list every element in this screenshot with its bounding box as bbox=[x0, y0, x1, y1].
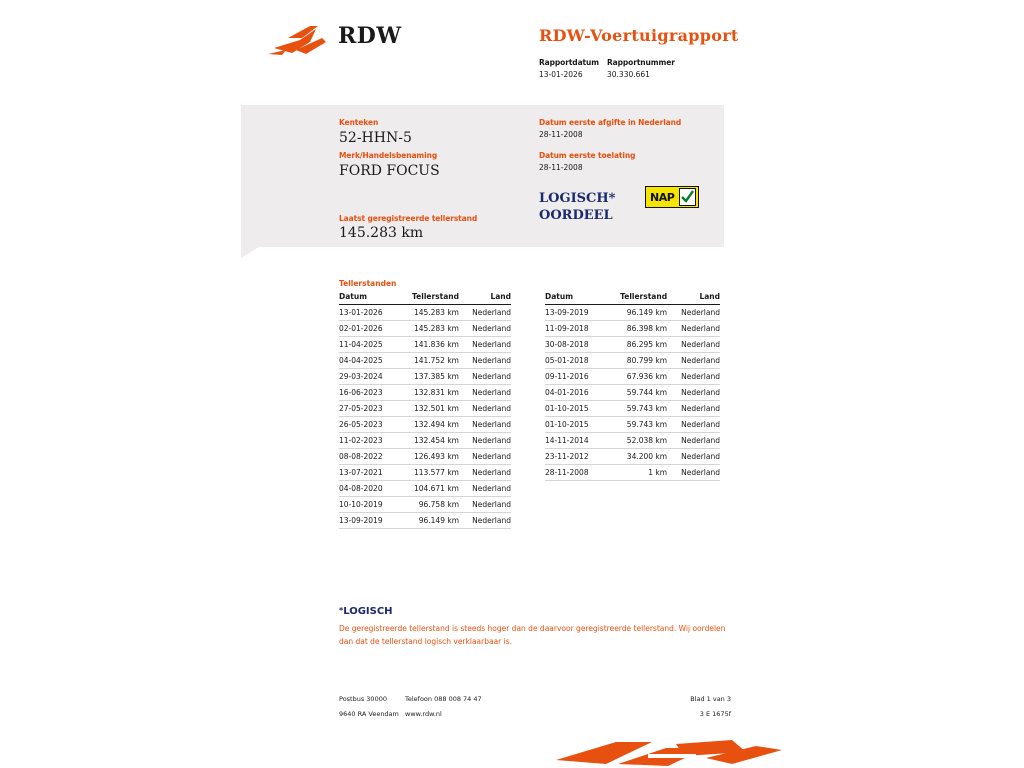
cell-odometer: 59.743 km bbox=[604, 401, 667, 417]
cell-country: Nederland bbox=[667, 417, 720, 433]
table-row bbox=[545, 401, 720, 417]
note-body: De geregistreerde tellerstand is steeds hoger dan de daarvoor geregistreerde tellerstand. Wij oordelen dan dat de tellerstand logisch verklaarbaar is. bbox=[339, 624, 726, 646]
cell-odometer: 86.295 km bbox=[604, 337, 667, 353]
cell-date: 05-01-2018 bbox=[545, 353, 604, 369]
cell-odometer: 145.283 km bbox=[397, 305, 459, 321]
cell-odometer: 59.744 km bbox=[604, 385, 667, 401]
footer-website: www.rdw.nl bbox=[405, 710, 442, 718]
cell-country: Nederland bbox=[459, 369, 511, 385]
table-header-row bbox=[339, 292, 511, 305]
cell-date: 01-10-2015 bbox=[545, 417, 604, 433]
plate-value: 52-HHN-5 bbox=[339, 130, 412, 146]
odometer-section-title: Tellerstanden bbox=[339, 279, 397, 288]
brand-title: RDW bbox=[338, 23, 402, 49]
cell-odometer: 132.454 km bbox=[397, 433, 459, 449]
cell-date: 30-08-2018 bbox=[545, 337, 604, 353]
cell-odometer: 96.149 km bbox=[397, 513, 459, 529]
cell-odometer: 96.758 km bbox=[397, 497, 459, 513]
cell-country: Nederland bbox=[459, 337, 511, 353]
table-row bbox=[545, 465, 720, 481]
check-icon bbox=[679, 188, 696, 206]
cell-odometer: 86.398 km bbox=[604, 321, 667, 337]
cell-odometer: 132.494 km bbox=[397, 417, 459, 433]
table-row bbox=[339, 305, 511, 321]
cell-date: 27-05-2023 bbox=[339, 401, 397, 417]
footer-form-code: 3 E 1675f bbox=[699, 710, 731, 718]
cell-date: 16-06-2023 bbox=[339, 385, 397, 401]
report-date-value: 13-01-2026 bbox=[539, 70, 583, 79]
table-row bbox=[545, 305, 720, 321]
report-number-value: 30.330.661 bbox=[607, 70, 650, 79]
cell-date: 11-02-2023 bbox=[339, 433, 397, 449]
table-row bbox=[339, 465, 511, 481]
cell-date: 13-01-2026 bbox=[339, 305, 397, 321]
footer-phone-line-1: Telefoon 088 008 74 47 bbox=[405, 695, 482, 703]
table-row bbox=[339, 497, 511, 513]
cell-date: 26-05-2023 bbox=[339, 417, 397, 433]
table-row bbox=[339, 337, 511, 353]
cell-country: Nederland bbox=[459, 433, 511, 449]
verdict-line-2: OORDEEL bbox=[539, 208, 613, 223]
table-header-row bbox=[545, 292, 720, 305]
odometer-table-left bbox=[339, 292, 511, 529]
cell-odometer: 141.752 km bbox=[397, 353, 459, 369]
first-issue-label: Datum eerste afgifte in Nederland bbox=[539, 118, 682, 127]
column-header-odometer: Tellerstand bbox=[397, 292, 459, 305]
column-header-country: Land bbox=[667, 292, 720, 305]
cell-date: 04-08-2020 bbox=[339, 481, 397, 497]
cell-country: Nederland bbox=[667, 385, 720, 401]
table-row bbox=[339, 417, 511, 433]
cell-odometer: 52.038 km bbox=[604, 433, 667, 449]
first-issue-value: 28-11-2008 bbox=[539, 130, 583, 139]
cell-odometer: 96.149 km bbox=[604, 305, 667, 321]
table-row bbox=[545, 337, 720, 353]
table-row bbox=[545, 385, 720, 401]
cell-country: Nederland bbox=[459, 465, 511, 481]
cell-country: Nederland bbox=[667, 369, 720, 385]
cell-date: 08-08-2022 bbox=[339, 449, 397, 465]
cell-country: Nederland bbox=[667, 465, 720, 481]
table-row bbox=[545, 417, 720, 433]
nap-badge-label: NAP bbox=[650, 190, 675, 204]
cell-odometer: 141.836 km bbox=[397, 337, 459, 353]
cell-country: Nederland bbox=[459, 513, 511, 529]
cell-date: 09-11-2016 bbox=[545, 369, 604, 385]
make-label: Merk/Handelsbenaming bbox=[339, 151, 438, 160]
cell-odometer: 67.936 km bbox=[604, 369, 667, 385]
cell-country: Nederland bbox=[667, 433, 720, 449]
page-title: RDW-Voertuigrapport bbox=[539, 26, 739, 45]
table-row bbox=[339, 353, 511, 369]
table-row bbox=[545, 433, 720, 449]
cell-country: Nederland bbox=[459, 401, 511, 417]
cell-odometer: 137.385 km bbox=[397, 369, 459, 385]
table-row bbox=[339, 433, 511, 449]
report-date-label: Rapportdatum bbox=[539, 58, 599, 67]
odometer-table-right bbox=[545, 292, 720, 481]
cell-odometer: 34.200 km bbox=[604, 449, 667, 465]
table-row bbox=[339, 369, 511, 385]
cell-country: Nederland bbox=[667, 449, 720, 465]
last-odometer-label: Laatst geregistreerde tellerstand bbox=[339, 214, 478, 223]
cell-country: Nederland bbox=[459, 497, 511, 513]
cell-country: Nederland bbox=[459, 353, 511, 369]
nap-badge bbox=[645, 186, 699, 208]
cell-date: 13-09-2019 bbox=[339, 513, 397, 529]
odometer-rows-right bbox=[545, 305, 720, 481]
cell-date: 29-03-2024 bbox=[339, 369, 397, 385]
note-title bbox=[339, 606, 393, 617]
first-admission-label: Datum eerste toelating bbox=[539, 151, 636, 160]
table-row bbox=[339, 449, 511, 465]
first-admission-value: 28-11-2008 bbox=[539, 163, 583, 172]
cell-odometer: 1 km bbox=[604, 465, 667, 481]
cell-odometer: 132.501 km bbox=[397, 401, 459, 417]
cell-date: 11-04-2025 bbox=[339, 337, 397, 353]
cell-country: Nederland bbox=[667, 353, 720, 369]
cell-date: 13-09-2019 bbox=[545, 305, 604, 321]
cell-date: 11-09-2018 bbox=[545, 321, 604, 337]
cell-date: 02-01-2026 bbox=[339, 321, 397, 337]
cell-country: Nederland bbox=[459, 449, 511, 465]
cell-date: 04-01-2016 bbox=[545, 385, 604, 401]
column-header-date: Datum bbox=[339, 292, 397, 305]
column-header-odometer: Tellerstand bbox=[604, 292, 667, 305]
note-star: * bbox=[339, 606, 344, 615]
panel-notch-decoration bbox=[241, 247, 259, 258]
make-value: FORD FOCUS bbox=[339, 163, 440, 179]
cell-odometer: 113.577 km bbox=[397, 465, 459, 481]
column-header-date: Datum bbox=[545, 292, 604, 305]
report-number-label: Rapportnummer bbox=[607, 58, 675, 67]
verdict-line-1: LOGISCH* bbox=[539, 191, 616, 206]
cell-odometer: 59.743 km bbox=[604, 417, 667, 433]
odometer-rows-left bbox=[339, 305, 511, 529]
cell-odometer: 126.493 km bbox=[397, 449, 459, 465]
cell-date: 04-04-2025 bbox=[339, 353, 397, 369]
table-row bbox=[339, 385, 511, 401]
cell-odometer: 80.799 km bbox=[604, 353, 667, 369]
cell-date: 28-11-2008 bbox=[545, 465, 604, 481]
page-footer bbox=[339, 695, 731, 725]
table-row bbox=[339, 513, 511, 529]
table-row bbox=[339, 481, 511, 497]
cell-date: 01-10-2015 bbox=[545, 401, 604, 417]
column-header-country: Land bbox=[459, 292, 511, 305]
cell-date: 14-11-2014 bbox=[545, 433, 604, 449]
cell-country: Nederland bbox=[667, 305, 720, 321]
cell-country: Nederland bbox=[459, 417, 511, 433]
footer-page-number: Blad 1 van 3 bbox=[690, 695, 731, 703]
verdict-text bbox=[539, 190, 615, 224]
table-row bbox=[339, 321, 511, 337]
cell-country: Nederland bbox=[459, 305, 511, 321]
note-title-text: LOGISCH bbox=[343, 606, 393, 617]
cell-odometer: 104.671 km bbox=[397, 481, 459, 497]
plate-label: Kenteken bbox=[339, 118, 379, 127]
rdw-logo-icon bbox=[266, 24, 328, 58]
footer-address-line-1: Postbus 30000 bbox=[339, 695, 387, 703]
table-row bbox=[545, 353, 720, 369]
table-row bbox=[339, 401, 511, 417]
cell-date: 23-11-2012 bbox=[545, 449, 604, 465]
rdw-bottom-graphic-icon bbox=[556, 738, 786, 768]
cell-country: Nederland bbox=[667, 337, 720, 353]
footer-address-line-2: 9640 RA Veendam bbox=[339, 710, 399, 718]
cell-date: 10-10-2019 bbox=[339, 497, 397, 513]
cell-country: Nederland bbox=[667, 401, 720, 417]
last-odometer-value: 145.283 km bbox=[339, 225, 424, 241]
report-meta bbox=[539, 58, 739, 79]
cell-country: Nederland bbox=[459, 481, 511, 497]
table-row bbox=[545, 449, 720, 465]
cell-date: 13-07-2021 bbox=[339, 465, 397, 481]
cell-country: Nederland bbox=[667, 321, 720, 337]
table-row bbox=[545, 369, 720, 385]
table-row bbox=[545, 321, 720, 337]
cell-odometer: 132.831 km bbox=[397, 385, 459, 401]
cell-country: Nederland bbox=[459, 385, 511, 401]
cell-odometer: 145.283 km bbox=[397, 321, 459, 337]
cell-country: Nederland bbox=[459, 321, 511, 337]
